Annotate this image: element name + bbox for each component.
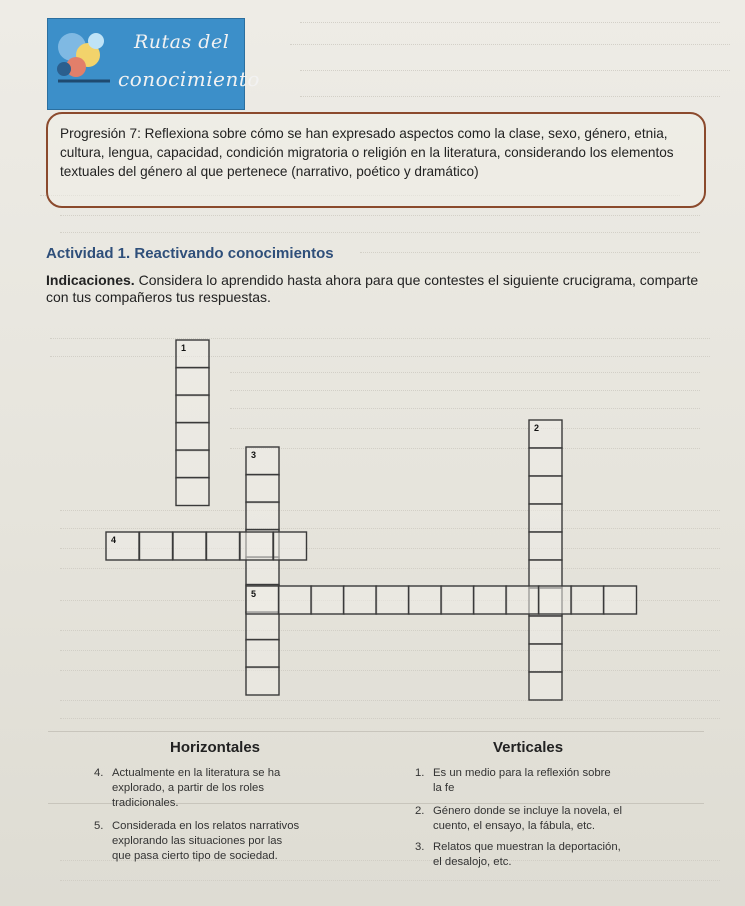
crossword-cell[interactable] bbox=[240, 532, 273, 560]
vertical-clue-2 bbox=[415, 804, 623, 834]
crossword-cell[interactable] bbox=[441, 586, 474, 614]
crossword-cell[interactable] bbox=[176, 395, 209, 423]
crossword-number-1: 1 bbox=[181, 343, 187, 353]
horizontal-clue-2 bbox=[94, 819, 300, 864]
logo-line-1: Rutas del bbox=[134, 31, 230, 53]
crossword-cell[interactable] bbox=[246, 557, 279, 585]
crossword-cell[interactable] bbox=[571, 586, 604, 614]
clue-text-line: el desalojo, etc. bbox=[433, 856, 512, 868]
crossword-cell[interactable] bbox=[376, 586, 409, 614]
clue-text-line: Es un medio para la reflexión sobre bbox=[433, 767, 611, 779]
clue-text-line: Actualmente en la literatura se ha bbox=[112, 767, 281, 779]
crossword-cell[interactable] bbox=[274, 532, 307, 560]
clue-text-line: que pasa cierto tipo de sociedad. bbox=[112, 850, 278, 862]
clue-text-line: Relatos que muestran la deportación, bbox=[433, 841, 621, 853]
clue-text-line: explorado, a partir de los roles bbox=[112, 782, 264, 794]
crossword-cell[interactable] bbox=[529, 532, 562, 560]
clue-text-line: explorando las situaciones por las bbox=[112, 835, 283, 847]
crossword-number-3: 3 bbox=[251, 450, 257, 460]
crossword-number-5: 5 bbox=[251, 589, 257, 599]
clue-number: 5. bbox=[94, 820, 104, 832]
clue-text-line: tradicionales. bbox=[112, 797, 179, 809]
crossword-cell[interactable] bbox=[604, 586, 637, 614]
crossword-cell[interactable] bbox=[344, 586, 377, 614]
crossword-cell[interactable] bbox=[176, 450, 209, 478]
vertical-clue-3 bbox=[415, 840, 621, 870]
progression-text: Reflexiona sobre cómo se han expresado aspectos como la clase, sexo, género, etnia, cultura, lengua, capacidad, condición migratoria o religión en la literatura, considerando los elementos textuales del género al que pertenece (narrativo, poético y dramático) bbox=[60, 126, 674, 179]
clues-divider-top bbox=[48, 731, 704, 732]
crossword-cell[interactable] bbox=[506, 586, 539, 614]
crossword-number-4: 4 bbox=[111, 535, 117, 545]
crossword-cell[interactable] bbox=[176, 478, 209, 506]
crossword-cell[interactable] bbox=[246, 640, 279, 668]
crossword-cell[interactable] bbox=[140, 532, 173, 560]
crossword-cell[interactable] bbox=[207, 532, 240, 560]
clue-text-line: cuento, el ensayo, la fábula, etc. bbox=[433, 820, 596, 832]
activity-title: Actividad 1. Reactivando conocimientos bbox=[46, 245, 334, 262]
crossword-number-2: 2 bbox=[534, 423, 540, 433]
instructions-label: Indicaciones. bbox=[46, 272, 135, 288]
clue-text-line: Género donde se incluye la novela, el bbox=[433, 805, 623, 817]
crossword-cell[interactable] bbox=[176, 423, 209, 451]
crossword-cell[interactable] bbox=[173, 532, 206, 560]
logo-line-2: conocimiento bbox=[118, 67, 260, 91]
crossword-cell[interactable] bbox=[529, 644, 562, 672]
vertical-clue-1 bbox=[415, 766, 611, 796]
clue-number: 2. bbox=[415, 805, 425, 817]
clue-number: 1. bbox=[415, 767, 425, 779]
crossword-cell[interactable] bbox=[474, 586, 507, 614]
crossword-cell[interactable] bbox=[279, 586, 312, 614]
clue-number: 3. bbox=[415, 841, 425, 853]
crossword-cell[interactable] bbox=[246, 502, 279, 530]
crossword-cell[interactable] bbox=[529, 616, 562, 644]
crossword-cell[interactable] bbox=[246, 475, 279, 503]
horizontal-clue-1 bbox=[94, 766, 281, 811]
crossword-cell[interactable] bbox=[539, 586, 572, 614]
crossword-cell[interactable] bbox=[176, 368, 209, 396]
vertical-clues-heading: Verticales bbox=[493, 739, 564, 756]
crossword-cell[interactable] bbox=[529, 476, 562, 504]
clue-text-line: Considerada en los relatos narrativos bbox=[112, 820, 300, 832]
crossword-cell[interactable] bbox=[311, 586, 344, 614]
crossword-cell[interactable] bbox=[529, 672, 562, 700]
progression-label: Progresión 7: bbox=[60, 126, 141, 141]
crossword-cell[interactable] bbox=[529, 560, 562, 588]
horizontal-clues-heading: Horizontales bbox=[170, 739, 261, 756]
crossword-cell[interactable] bbox=[409, 586, 442, 614]
crossword-cell[interactable] bbox=[529, 448, 562, 476]
crossword-cell[interactable] bbox=[246, 612, 279, 640]
clue-number: 4. bbox=[94, 767, 104, 779]
clue-text-line: la fe bbox=[433, 782, 455, 794]
crossword-cell[interactable] bbox=[529, 504, 562, 532]
instructions-text: Considera lo aprendido hasta ahora para que contestes el siguiente crucigrama, comparte con tus compañeros tus respuestas. bbox=[46, 272, 699, 305]
crossword-cell[interactable] bbox=[246, 667, 279, 695]
